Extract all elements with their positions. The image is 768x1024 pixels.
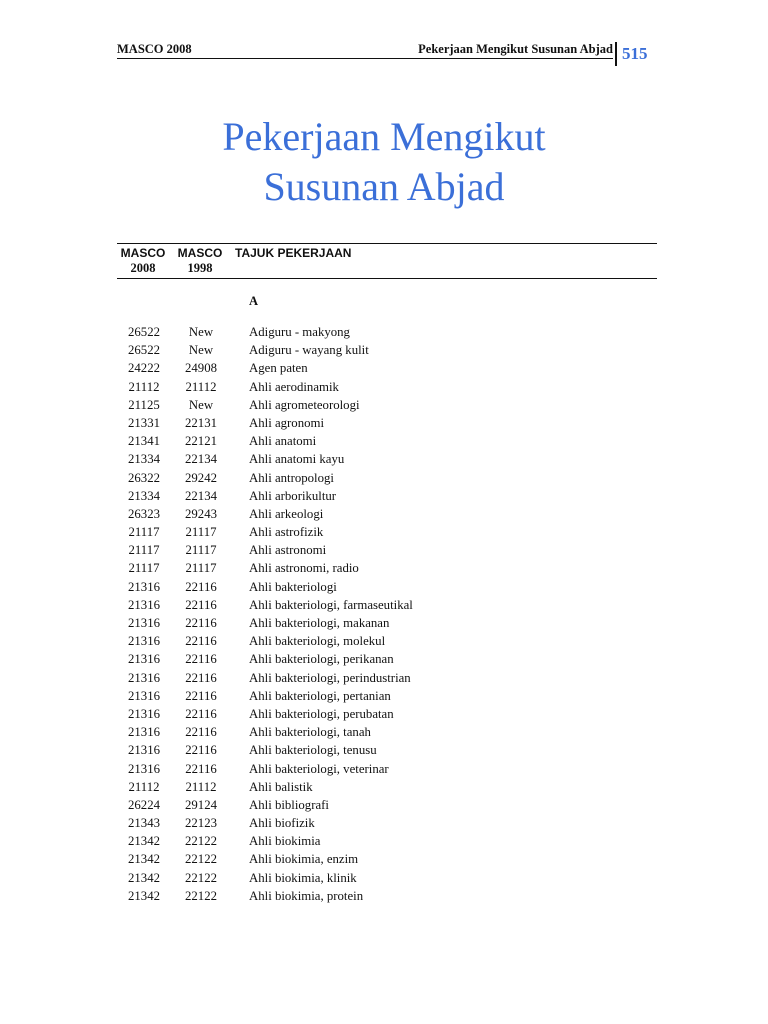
column-header-masco-1998-bottom: 1998 [187,261,213,275]
table-row [117,505,657,523]
job-title-cell: Ahli bakteriologi, tanah [249,725,371,740]
job-title-cell: Ahli bakteriologi, perubatan [249,706,394,721]
masco-1998-cell: 22122 [185,834,217,849]
job-title-cell: Ahli astronomi, radio [249,561,359,576]
masco-2008-cell: 21117 [128,525,160,540]
table-row [117,832,657,850]
masco-1998-cell: New [188,397,214,412]
masco-2008-cell: 21316 [128,743,160,758]
job-title-cell: Adiguru - wayang kulit [249,343,369,358]
job-title-cell: Ahli biofizik [249,816,315,831]
table-row [117,396,657,414]
masco-2008-cell: 21331 [128,415,160,430]
masco-2008-cell: 21117 [128,543,160,558]
job-title-cell: Ahli bakteriologi [249,579,337,594]
masco-2008-cell: 21316 [128,761,160,776]
masco-2008-cell: 21316 [128,670,160,685]
table-row [117,814,657,832]
header-vertical-rule [615,42,617,66]
job-title-cell: Ahli astronomi [249,543,327,558]
masco-1998-cell: 22122 [185,852,217,867]
job-title-cell: Ahli biokimia [249,834,321,849]
masco-1998-cell: 22134 [185,488,217,503]
section-letter: A [249,294,259,308]
page-title-line-2: Susunan Abjad [263,164,505,209]
masco-1998-cell: 22116 [185,634,217,649]
header-left-text: MASCO 2008 [117,42,192,56]
job-title-cell: Ahli anatomi kayu [249,452,345,467]
column-header-masco-2008-bottom: 2008 [130,261,156,275]
job-title-cell: Ahli bakteriologi, farmaseutikal [249,597,413,612]
masco-1998-cell: 22121 [185,434,217,449]
masco-1998-cell: 22122 [185,870,217,885]
masco-2008-cell: 21316 [128,579,160,594]
column-header-masco-1998 [175,246,225,276]
masco-1998-cell: 21112 [185,379,217,394]
masco-1998-cell: 22116 [185,706,217,721]
job-title-cell: Ahli biokimia, klinik [249,870,357,885]
table-row [117,414,657,432]
table-row [117,596,657,614]
table-row [117,796,657,814]
masco-1998-cell: 22134 [185,452,217,467]
masco-2008-cell: 21125 [128,397,160,412]
masco-2008-cell: 26522 [128,343,160,358]
job-title-cell: Ahli astrofizik [249,525,324,540]
masco-1998-cell: 22116 [185,761,217,776]
masco-1998-cell: 22116 [185,743,217,758]
running-header [117,40,613,59]
table-row [117,341,657,359]
table-row [117,614,657,632]
masco-2008-cell: 21112 [128,779,160,794]
masco-2008-cell: 21342 [128,852,160,867]
masco-1998-cell: 22116 [185,652,217,667]
table-row [117,578,657,596]
masco-2008-cell: 21112 [128,379,160,394]
job-title-cell: Agen paten [249,361,308,376]
masco-1998-cell: 22116 [185,670,217,685]
masco-2008-cell: 21117 [128,561,160,576]
column-header-masco-2008 [117,246,169,276]
masco-2008-cell: 21342 [128,834,160,849]
masco-2008-cell: 21316 [128,634,160,649]
masco-2008-cell: 21342 [128,870,160,885]
job-title-cell: Ahli bibliografi [249,797,329,812]
masco-1998-cell: 21112 [185,779,217,794]
column-header-masco-2008-top: MASCO [120,246,166,260]
masco-1998-cell: 22116 [185,597,217,612]
table-row [117,723,657,741]
masco-2008-cell: 21341 [128,434,160,449]
table-row [117,741,657,759]
masco-1998-cell: 29242 [185,470,217,485]
masco-1998-cell: 22116 [185,725,217,740]
page-number: 515 [622,44,648,63]
page-title-line-1: Pekerjaan Mengikut [222,114,546,159]
masco-2008-cell: 26322 [128,470,160,485]
table-row [117,469,657,487]
masco-2008-cell: 24222 [128,361,160,376]
masco-1998-cell: 21117 [185,525,217,540]
column-header-job-title: TAJUK PEKERJAAN [235,246,352,260]
table-header [117,243,657,279]
table-row [117,632,657,650]
table-row [117,687,657,705]
masco-2008-cell: 21342 [128,888,160,903]
masco-2008-cell: 21316 [128,616,160,630]
table-row [117,778,657,796]
masco-1998-cell: New [188,343,214,358]
job-title-cell: Ahli bakteriologi, pertanian [249,688,391,703]
masco-1998-cell: 22116 [185,616,217,630]
table-row [117,669,657,687]
masco-2008-cell: 21316 [128,725,160,740]
job-title-cell: Ahli agronomi [249,415,324,430]
table-row [117,432,657,450]
column-header-masco-1998-top: MASCO [177,246,223,260]
job-title-cell: Ahli arkeologi [249,506,324,521]
table-row [117,359,657,377]
masco-2008-cell: 21334 [128,452,160,467]
job-title-cell: Ahli bakteriologi, tenusu [249,743,377,758]
job-title-cell: Ahli bakteriologi, molekul [249,634,386,649]
table-row [117,523,657,541]
occupation-list [117,323,657,905]
masco-2008-cell: 21343 [128,816,160,831]
masco-1998-cell: 22116 [185,579,217,594]
table-row [117,450,657,468]
masco-1998-cell: 24908 [185,361,217,376]
table-row [117,869,657,887]
masco-2008-cell: 26224 [128,797,160,812]
table-row [117,487,657,505]
table-row [117,541,657,559]
masco-2008-cell: 21316 [128,597,160,612]
masco-2008-cell: 21334 [128,488,160,503]
job-title-cell: Ahli bakteriologi, perikanan [249,652,394,667]
masco-2008-cell: 26522 [128,325,160,339]
masco-2008-cell: 21316 [128,688,160,703]
masco-2008-cell: 26323 [128,506,160,521]
masco-2008-cell: 21316 [128,652,160,667]
table-row [117,559,657,577]
job-title-cell: Ahli biokimia, protein [249,888,364,903]
job-title-cell: Ahli antropologi [249,470,334,485]
masco-1998-cell: 29124 [185,797,217,812]
job-title-cell: Ahli bakteriologi, perindustrian [249,670,411,685]
masco-1998-cell: 29243 [185,506,217,521]
job-title-cell: Ahli balistik [249,779,313,794]
job-title-cell: Ahli biokimia, enzim [249,852,359,867]
table-row [117,887,657,905]
masco-2008-cell: 21316 [128,706,160,721]
job-title-cell: Ahli bakteriologi, makanan [249,616,390,630]
job-title-cell: Ahli bakteriologi, veterinar [249,761,389,776]
masco-1998-cell: 21117 [185,561,217,576]
table-row [117,323,657,341]
table-row [117,650,657,668]
job-title-cell: Ahli anatomi [249,434,317,449]
job-title-cell: Adiguru - makyong [249,325,350,339]
masco-1998-cell: 22131 [185,415,217,430]
table-row [117,760,657,778]
job-title-cell: Ahli agrometeorologi [249,397,360,412]
masco-1998-cell: 22116 [185,688,217,703]
masco-1998-cell: 21117 [185,543,217,558]
table-row [117,378,657,396]
table-row [117,850,657,868]
job-title-cell: Ahli arborikultur [249,488,337,503]
job-title-cell: Ahli aerodinamik [249,379,339,394]
header-right-text: Pekerjaan Mengikut Susunan Abjad [418,42,613,56]
table-row [117,705,657,723]
masco-1998-cell: 22122 [185,888,217,903]
masco-1998-cell: New [188,325,214,339]
masco-1998-cell: 22123 [185,816,217,831]
page-title [0,112,768,212]
